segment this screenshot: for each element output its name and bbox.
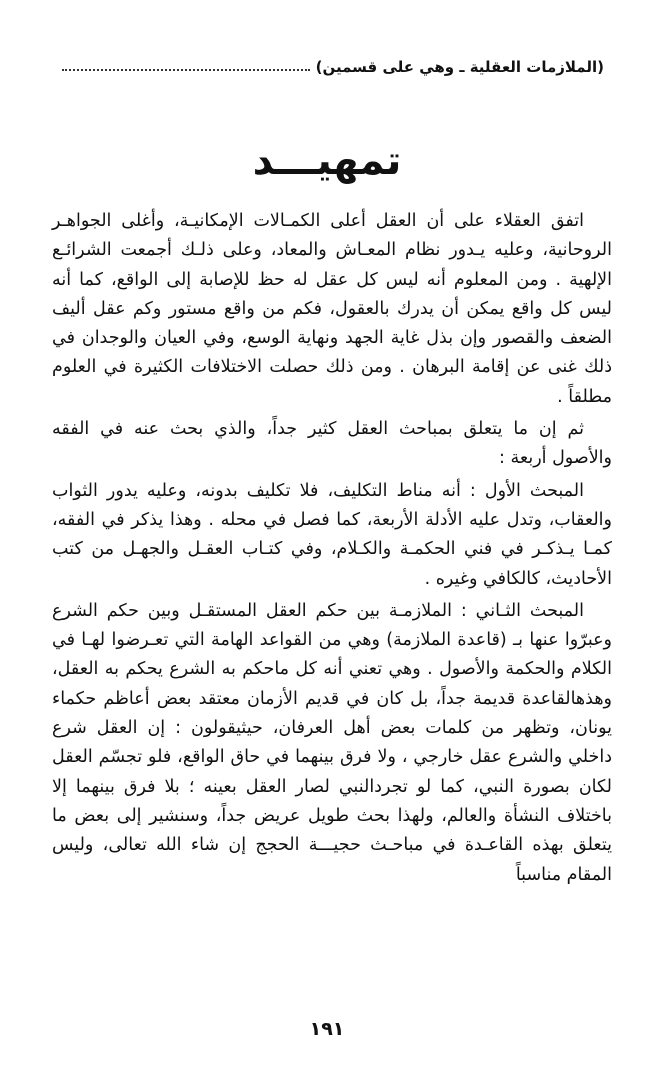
chapter-title: تمهيـــد — [252, 138, 402, 184]
paragraph-topics: ثم إن ما يتعلق بمباحث العقل كثير جداً، والذي بحث عنه في الفقه والأصول أربعة : — [52, 419, 612, 469]
running-header-title: (الملازمات العقلية ـ وهي على قسمين) — [315, 58, 604, 76]
header-dotted-leader — [62, 69, 310, 71]
paragraph-second-topic: المبحث الثـاني : الملازمـة بين حكم العقل المستقـل وبين حكم الشرع وعبرّوا عنها بـ (قاعدة الملازمة) وهي من القواعد الهامة التي تعـرضوا لهـا في الكلام والحكمة والأصول . وهي تعني أنه كل ماحكم به الشرع يحكم به العقل، وهذهالقاعدة قديمة جداً، بل كان في قديم الأزمان معتقد بعض أعاظم حكماء يونان، وتظهر من كلمات بعض أهل العرفان، حيثيقولون : إن العقل شرع داخلي والشرع عقل خارجي ، ولا فرق بينهما في حاق الواقع، فلو تجسّم العقل لكان بصورة النبي، كما لو تجردالنبي لصار العقل بعينه ؛ بلا فرق بينهما إلا باختلاف النشأة والعالم، ولهذا بحث طويل عريض جداً، وسنشير إلى بعض ما يتعلق بهذه القاعـدة في مباحـث حجيـــة الحجج إن شاء الله تعالى، وليس المقام مناسباً — [52, 600, 612, 885]
paragraph-intro: اتفق العقلاء على أن العقل أعلى الكمـالات الإمكانيـة، وأغلى الجواهـر الروحانية، وعليه يـدور نظام المعـاش والمعاد، وعلى ذلـك أجمعت الشرائـع الإلهية . ومن المعلوم أنه ليس كل عقل له حظ للإصابة إلى الواقع، كما أنه ليس كل واقع يمكن أن يدرك بالعقول، فكم من واقع مستور وكم عقل أليف الضعف والقصور وإن بذل غاية الجهد ونهاية الوسع، وفي العيان والوجدان في ذلك غنى عن إقامة البرهان . ومن ذلك حصلت الاختلافات الكثيرة في العلوم مطلقاً . — [52, 211, 612, 407]
running-header — [62, 58, 604, 76]
paragraph-first-topic: المبحث الأول : أنه مناط التكليف، فلا تكليف بدونه، وعليه يدور الثواب والعقاب، وتدل عليه الأدلة الأربعة، كما فصل في محله . وهذا يذكر في الفقه، كمـا يـذكـر في فني الحكمـة والكـلام، وفي كتـاب العقـل والجهـل من كتب الأحاديث، كالكافي وغيره . — [52, 480, 612, 589]
body-text — [52, 207, 612, 893]
page-number: ١٩١ — [309, 1018, 345, 1040]
